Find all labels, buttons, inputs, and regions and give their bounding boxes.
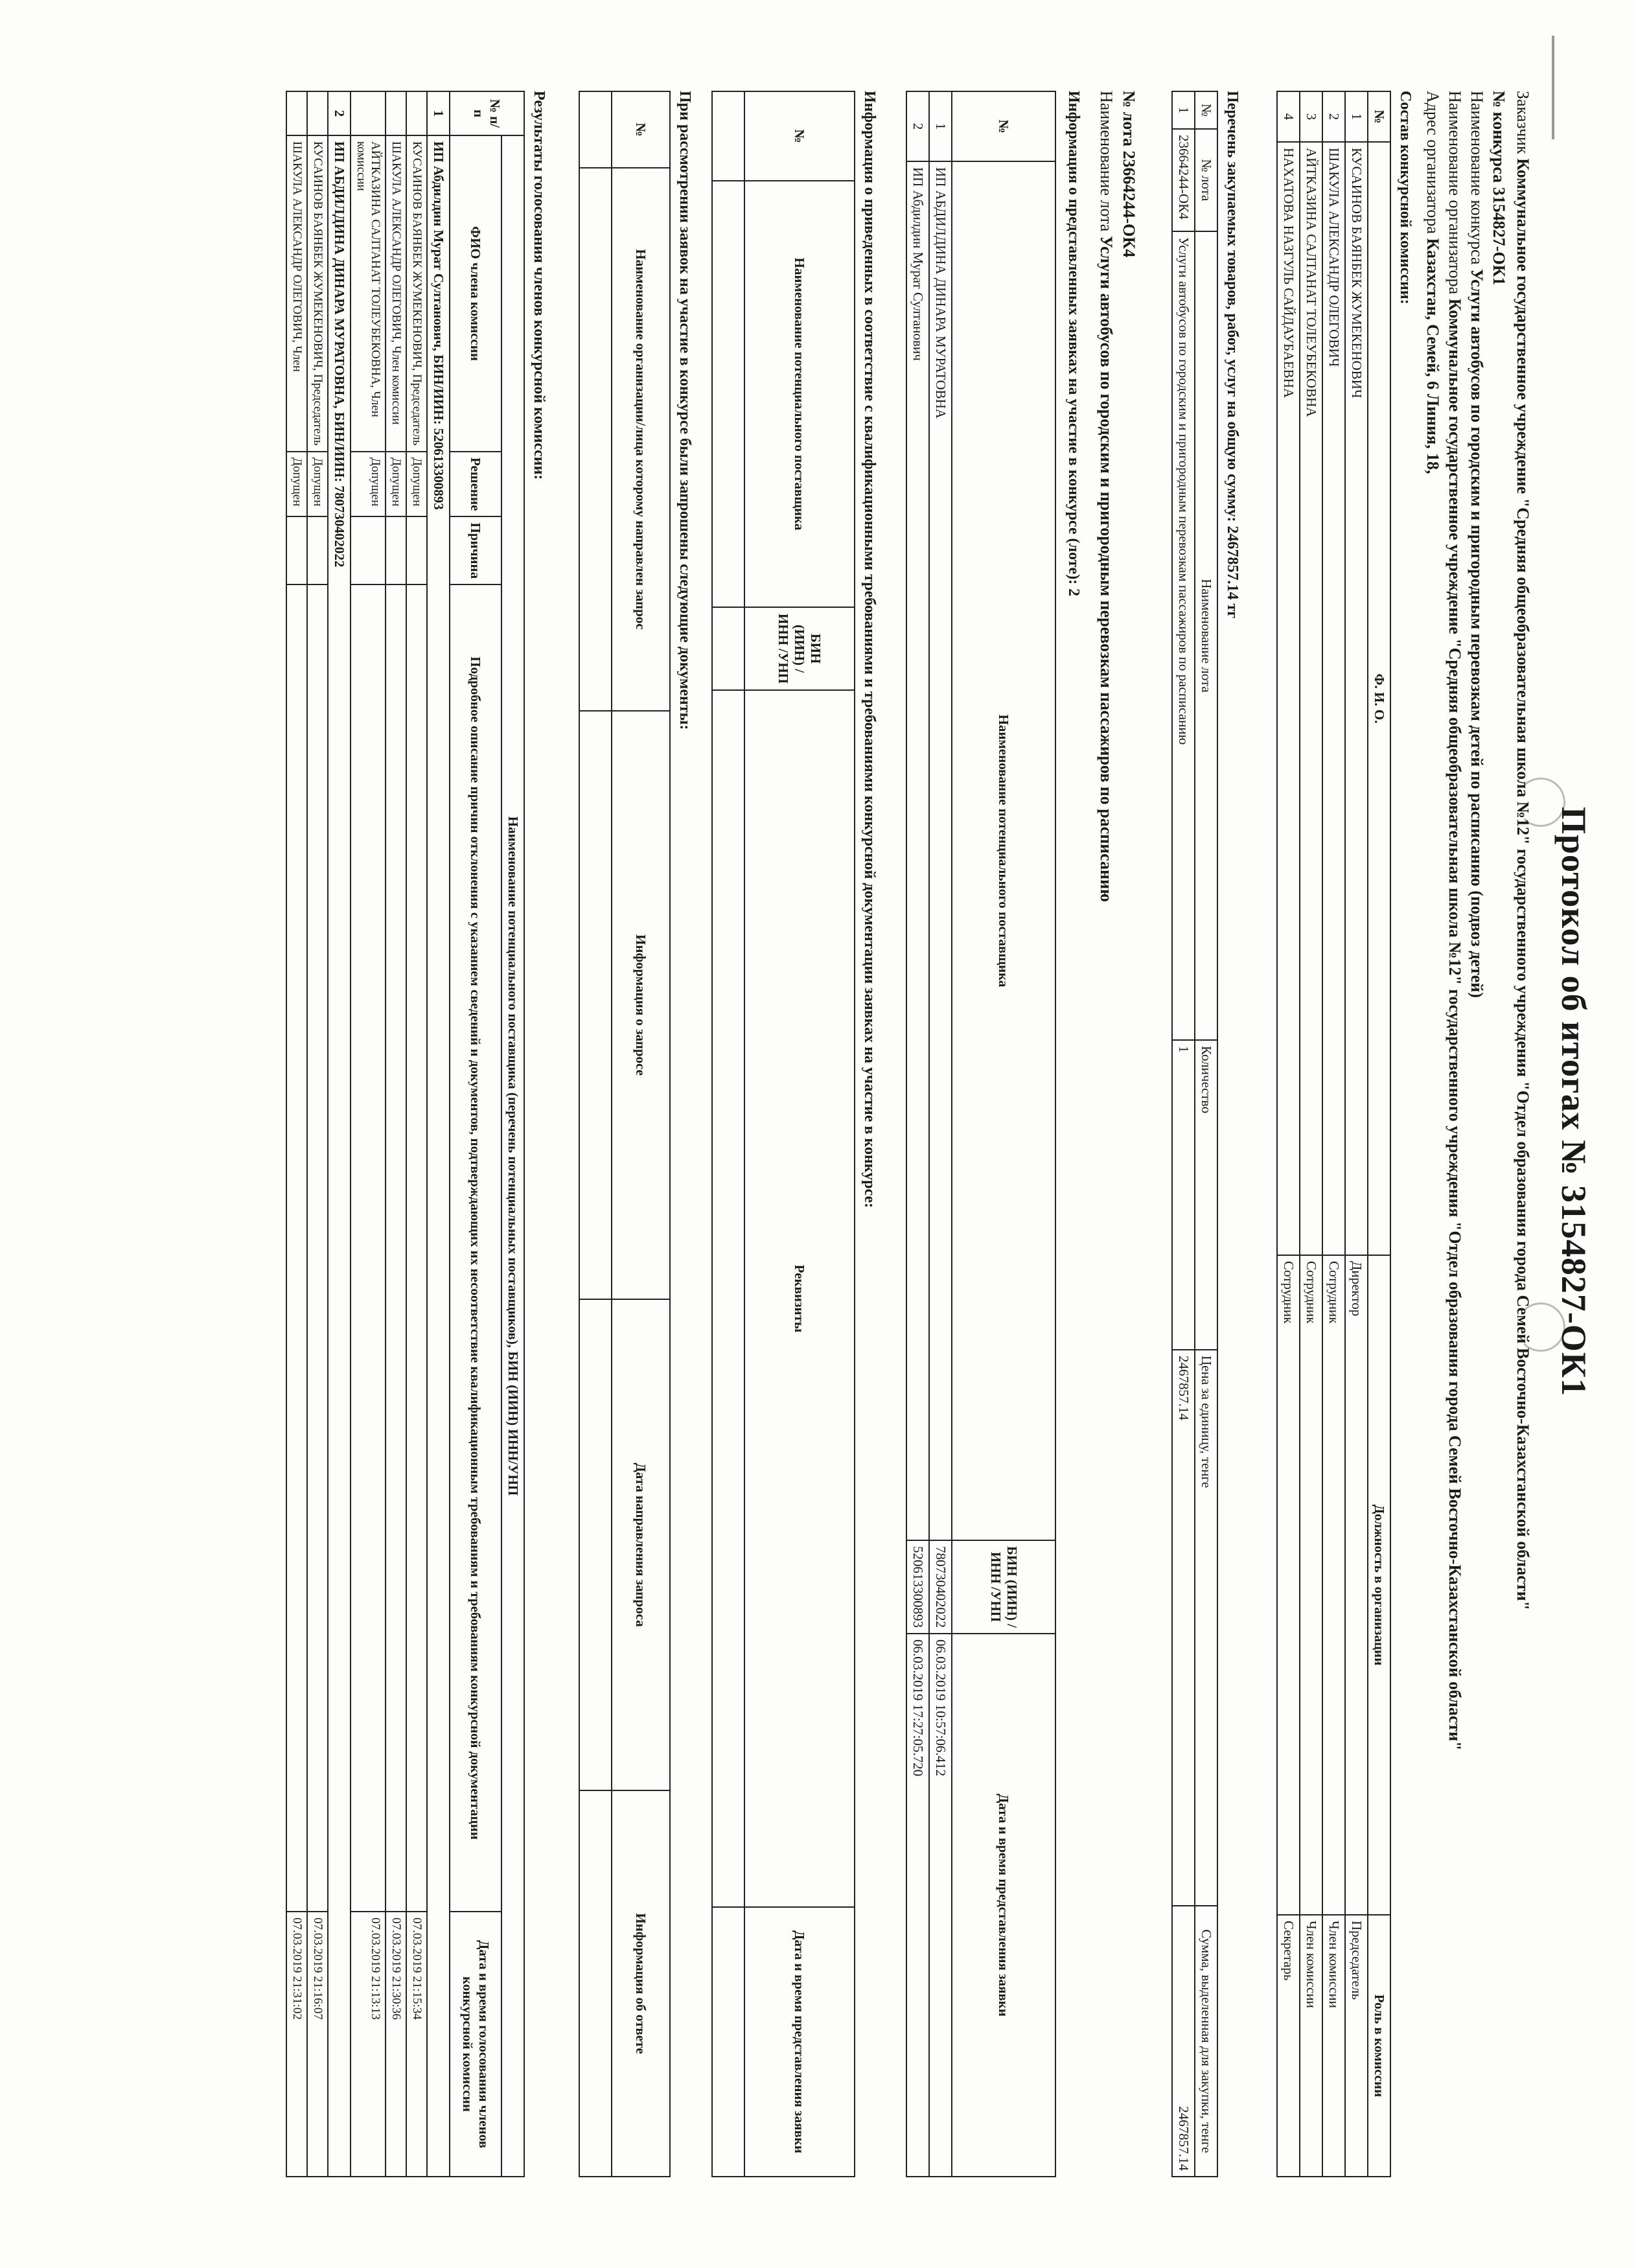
organizer-name: Коммунальное государственное учреждение "Средняя общеобразовательная школа №12" государственного учреждения "Отдел образования города Семей Восточно-Казахстанской области" xyxy=(1446,298,1464,1751)
voting-supplier: ИП Абдилдин Мурат Султанович, БИН/ИИН: 520613300893 xyxy=(427,135,450,2177)
table-header-row: № п/п Наименование потенциального поставщика (перечень потенциальных поставщиков), БИН (ИИН) ИНН/УНП xyxy=(501,91,524,2177)
bids-info: Информация о представленных заявках на участие в конкурсе (лоте): 2 xyxy=(1065,91,1082,597)
commission-title: Состав конкурсной комиссии: xyxy=(1397,91,1414,305)
table-row: 2 ШАКУЛА АЛЕКСАНДР ОЛЕГОВИЧ Сотрудник Член комиссии xyxy=(1322,91,1345,2177)
table-row: 1 ИП Абдилдин Мурат Султанович, БИН/ИИН: 520613300893 xyxy=(427,91,450,2177)
organizer-address: Казахстан, Семей, 6 Линия, 18, xyxy=(1423,238,1442,474)
voting-title: Результаты голосования членов конкурсной комиссии: xyxy=(531,91,547,480)
table-row: 2 ИП АБДИЛДИНА ДИНАРА МУРАТОВНА, БИН/ИИН: 780730402022 xyxy=(328,91,351,2177)
table-header-row: № Наименование потенциального поставщика БИН (ИИН) /ИНН /УНП Реквизиты Дата и время представления заявки xyxy=(744,91,855,2177)
table-header-row: № № лота Наименование лота Количество Цена за единицу, тенге Сумма, выделенная для закупки, тенге xyxy=(1195,91,1217,2177)
bids-table xyxy=(906,91,1056,2177)
table-header-row: № Наименование потенциального поставщика БИН (ИИН) /ИНН /УНП Дата и время представления заявки xyxy=(952,91,1055,2177)
alignment-title: Информация о приведенных в соответствие с квалификационными требованиями и требованиями конкурсной документации заявках на участие в конкурсе: xyxy=(861,91,878,1209)
table-row: 4 НАХАТОВА НАЗГУЛЬ САЙДАУБАЕВНА Сотрудник Секретарь xyxy=(1277,91,1300,2177)
lot-name: Услуги автобусов по городским и пригородным перевозкам пассажиров по расписанию xyxy=(1097,235,1116,902)
table-row: КУСАИНОВ БАЯНБЕК ЖУМЕКЕНОВИЧ, Председатель Допущен 07.03.2019 21:15:34 xyxy=(406,91,427,2177)
organizer-line: Наименование организатора Коммунальное государственное учреждение "Средняя общеобразовательная школа №12" государственного учреждения "Отдел образования города Семей Восточно-Казахстанской области" xyxy=(1446,91,1464,1751)
table-header-row: № Наименование организации/лица которому направлен запрос Информация о запросе Дата направления запроса Информация об ответе xyxy=(612,91,670,2177)
address-line: Адрес организатора Казахстан, Семей, 6 Линия, 18, xyxy=(1423,91,1442,474)
customer-line: Заказчик Коммунальное государственное учреждение "Средняя общеобразовательная школа №12" государственного учреждения "Отдел образования города Семей Восточно-Казахстанской области" xyxy=(1514,91,1532,1610)
table-row xyxy=(579,91,612,2177)
alignment-table xyxy=(711,91,855,2177)
page-title: Протокол об итогах № 3154827-ОК1 xyxy=(1554,807,1593,1396)
contest-name: Услуги автобусов по городским и пригородным перевозкам детей по расписанию (подвоз детей) xyxy=(1468,268,1486,998)
table-row: 2 ИП Абдилдин Мурат Султанович 520613300893 06.03.2019 17:27:05.720 xyxy=(906,91,929,2177)
table-header-row: ФИО члена комиссии Решение Причина Подробное описание причин отклонения с указанием сведений и документов, подтверждающих их несоответствие квалификационным требованиям и требованиям конкурсной документации Дата и время голосования членов конкурсной комиссии xyxy=(450,91,501,2177)
contest-number-line: № конкурса 3154827-ОК1 xyxy=(1490,91,1508,286)
contest-name-line: Наименование конкурса Услуги автобусов по городским и пригородным перевозкам детей по расписанию (подвоз детей) xyxy=(1468,91,1486,998)
table-row xyxy=(712,91,744,2177)
table-header-row: № Ф. И. О. Должность в организации Роль в комиссии xyxy=(1368,91,1390,2177)
table-row: КУСАИНОВ БАЯНБЕК ЖУМЕКЕНОВИЧ, Председатель Допущен 07.03.2019 21:16:07 xyxy=(307,91,328,2177)
customer-value: Коммунальное государственное учреждение "Средняя общеобразовательная школа №12" государственного учреждения "Отдел образования города Семей Восточно-Казахстанской области" xyxy=(1514,158,1532,1610)
commission-table xyxy=(1276,91,1391,2177)
table-row: 1 КУСАИНОВ БАЯНБЕК ЖУМЕКЕНОВИЧ Директор Председатель xyxy=(1345,91,1368,2177)
lot-number: 23664244-ОК4 xyxy=(1120,150,1138,258)
lot-name-line: Наименование лота Услуги автобусов по городским и пригородным перевозкам пассажиров по расписанию xyxy=(1097,91,1116,902)
table-row: 3 АЙТКАЗИНА САЛТАНАТ ТОЛЕУБЕКОВНА Сотрудник Член комиссии xyxy=(1300,91,1322,2177)
table-row: ШАКУЛА АЛЕКСАНДР ОЛЕГОВИЧ, Член комиссии Допущен 07.03.2019 21:30:36 xyxy=(386,91,406,2177)
requests-title: При рассмотрении заявок на участие в конкурсе были запрошены следующие документы: xyxy=(676,91,693,730)
goods-title: Перечень закупаемых товаров, работ, услуг на общую сумму: 2467857.14 тг xyxy=(1224,91,1241,619)
voting-supplier: ИП АБДИЛДИНА ДИНАРА МУРАТОВНА, БИН/ИИН: 780730402022 xyxy=(328,135,351,2177)
goods-table xyxy=(1171,91,1218,2177)
contest-number: 3154827-ОК1 xyxy=(1490,187,1508,286)
requests-table xyxy=(579,91,671,2177)
lot-number-line: № лота 23664244-ОК4 xyxy=(1120,91,1138,258)
table-row: 1 ИП АБДИЛДИНА ДИНАРА МУРАТОВНА 780730402022 06.03.2019 10:57:06.412 xyxy=(929,91,952,2177)
table-row: ШАКУЛА АЛЕКСАНДР ОЛЕГОВИЧ, Член Допущен 07.03.2019 21:31:02 xyxy=(286,91,307,2177)
table-row: АЙТКАЗИНА САЛТАНАТ ТОЛЕУБЕКОВНА, Член комиссии Допущен 07.03.2019 21:13:13 xyxy=(351,91,386,2177)
voting-table xyxy=(286,91,525,2177)
table-row: 1 23664244-ОК4 Услуги автобусов по городским и пригородным перевозкам пассажиров по расписанию 1 2467857.14 2467857.14 xyxy=(1172,91,1195,2177)
